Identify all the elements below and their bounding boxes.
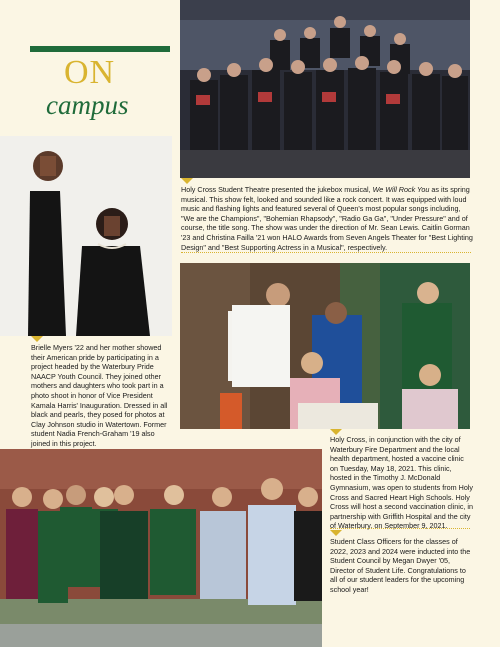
student-council-photo [0,449,322,647]
caption-marker [31,336,43,342]
vaccine-caption: Holy Cross, in conjunction with the city of Waterbury Fire Department and the local health department, hosted a vaccine clinic on Tuesday, May 18, 2021. This clinic, hosted in the Timothy J. McDonald Gymnasium, was open to students from Holy Cross and Sacred Heart High Schools. Holy Cross will host a second vaccination clinic, in partnership with Griffith Hospital and the city of Waterbury, on September 9, 2021. [330,435,474,531]
theatre-caption [181,185,473,252]
theatre-caption-after: as its spring musical. This show felt, looked and sounded like a rock concert. It was equipped with loud music and flashing lights and featured several of Queen's most popular songs including, "We are the Champions", "Bohemian Rhapsody", "Radio Ga Ga", "Under Pressure" and of course, the title song. The show was under the direction of Mr. Sean Lewis. Caitlin Gorman '23 and Christina Failla '21 won HALO Awards from Seven Angels Theater for "Best Lighting Design" and "Best Supporting Actress in a Musical", respectively. [181,185,473,252]
divider-dots [181,252,471,253]
brielle-caption: Brielle Myers '22 and her mother showed their American pride by participating in a project headed by the Waterbury Pride NAACP Youth Council. They joined other mothers and daughters who took part in a photo shoot in honor of Vice President Kamala Harris' Inauguration. Dressed in all black and pearls, they posed for photos at Clay Johnson studio in Watertown. Former student Nadia French-Graham '19 also joined in this project. [31,343,168,448]
theatre-cast-photo [180,0,470,178]
theatre-caption-before: Holy Cross Student Theatre presented the jukebox musical, [181,185,373,194]
council-caption: Student Class Officers for the classes of 2022, 2023 and 2024 were inducted into the Student Council by Megan Dwyer '05, Director of Student Life. Congratulations to all of our student leaders for the upcoming school year! [330,537,471,594]
section-title-campus: campus [46,90,129,120]
header-accent-bar [30,46,170,52]
brielle-mother-photo [0,136,172,336]
theatre-caption-title: We Will Rock You [372,185,430,194]
divider-dots [330,528,470,529]
vaccine-clinic-photo [180,263,470,429]
caption-marker [181,178,193,184]
caption-marker [330,530,342,536]
section-title-on: ON [64,54,116,91]
